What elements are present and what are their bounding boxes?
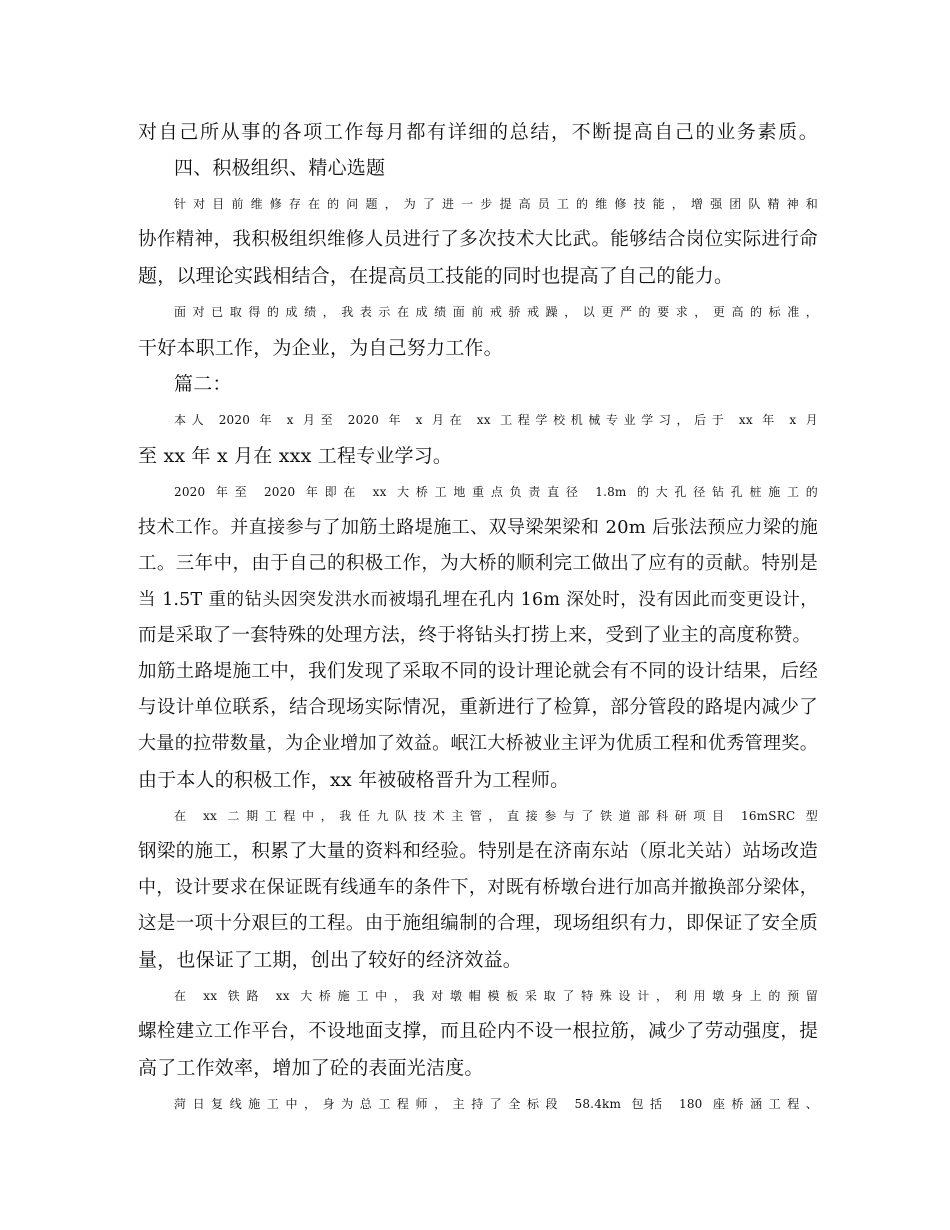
section-heading: 四、积极组织、精心选题 bbox=[174, 157, 386, 179]
text-line: 本人 2020 年 x 月至 2020 年 x 月在 xx 工程学校机械专业学习，后于 xx 年 x 月 bbox=[174, 413, 818, 427]
text-line: 协作精神，我积极组织维修人员进行了多次技术大比武。能够结合岗位实际进行命 bbox=[138, 229, 818, 250]
text-line: 螺栓建立工作平台，不设地面支撑，而且砼内不设一根拉筋，减少了劳动强度，提 bbox=[138, 1021, 818, 1042]
text-line: 至 xx 年 x 月在 xxx 工程专业学习。 bbox=[138, 445, 453, 467]
text-line: 钢梁的施工，积累了大量的资料和经验。特别是在济南东站（原北关站）站场改造 bbox=[138, 841, 818, 862]
text-line: 面对已取得的成绩，我表示在成绩面前戒骄戒躁，以更严的要求，更高的标准， bbox=[174, 305, 818, 319]
text-line: 而是采取了一套特殊的处理方法，终于将钻头打捞上来，受到了业主的高度称赞。 bbox=[138, 625, 812, 646]
text-line: 当 1.5T 重的钻头因突发洪水而被塌孔埋在孔内 16m 深处时，没有因此而变更设计， bbox=[138, 590, 818, 610]
section-heading: 篇二： bbox=[174, 373, 232, 395]
text-line: 量，也保证了工期，创出了较好的经济效益。 bbox=[138, 949, 523, 971]
text-line: 菏日复线施工中，身为总工程师，主持了全标段 58.4km 包括 180 座桥涵工程、 bbox=[174, 1097, 818, 1111]
text-line: 2020 年至 2020 年即在 xx 大桥工地重点负责直径 1.8m 的大孔径钻孔桩施工的 bbox=[174, 485, 818, 499]
text-line: 技术工作。并直接参与了加筋土路堤施工、双导梁架梁和 20m 后张法预应力梁的施 bbox=[138, 517, 818, 538]
text-line: 在 xx 二期工程中，我任九队技术主管，直接参与了铁道部科研项目 16mSRC 型 bbox=[174, 809, 818, 823]
text-line: 中，设计要求在保证既有线通车的条件下，对既有桥墩台进行加高并撤换部分梁体， bbox=[138, 877, 818, 898]
text-line: 题，以理论实践相结合，在提高员工技能的同时也提高了自己的能力。 bbox=[138, 265, 734, 287]
text-line: 对自己所从事的各项工作每月都有详细的总结，不断提高自己的业务素质。 bbox=[138, 121, 818, 143]
text-line: 针对目前维修存在的问题，为了进一步提高员工的维修技能，增强团队精神和 bbox=[174, 197, 818, 211]
text-line: 这是一项十分艰巨的工程。由于施组编制的合理，现场组织有力，即保证了安全质 bbox=[138, 913, 818, 934]
text-line: 高了工作效率，增加了砼的表面光洁度。 bbox=[138, 1057, 484, 1079]
text-line: 干好本职工作，为企业，为自己努力工作。 bbox=[138, 337, 503, 359]
text-line: 加筋土路堤施工中，我们发现了采取不同的设计理论就会有不同的设计结果，后经 bbox=[138, 661, 818, 682]
text-line: 工。三年中，由于自己的积极工作，为大桥的顺利完工做出了应有的贡献。特别是 bbox=[138, 553, 818, 574]
text-line: 与设计单位联系，结合现场实际情况，重新进行了检算，部分管段的路堤内减少了 bbox=[138, 697, 818, 718]
text-line: 在 xx 铁路 xx 大桥施工中，我对墩帽模板采取了特殊设计，利用墩身上的预留 bbox=[174, 989, 818, 1003]
text-line: 大量的拉带数量，为企业增加了效益。岷江大桥被业主评为优质工程和优秀管理奖。 bbox=[138, 733, 818, 754]
document-body bbox=[138, 114, 818, 1122]
text-line: 由于本人的积极工作，xx 年被破格晋升为工程师。 bbox=[138, 769, 570, 791]
